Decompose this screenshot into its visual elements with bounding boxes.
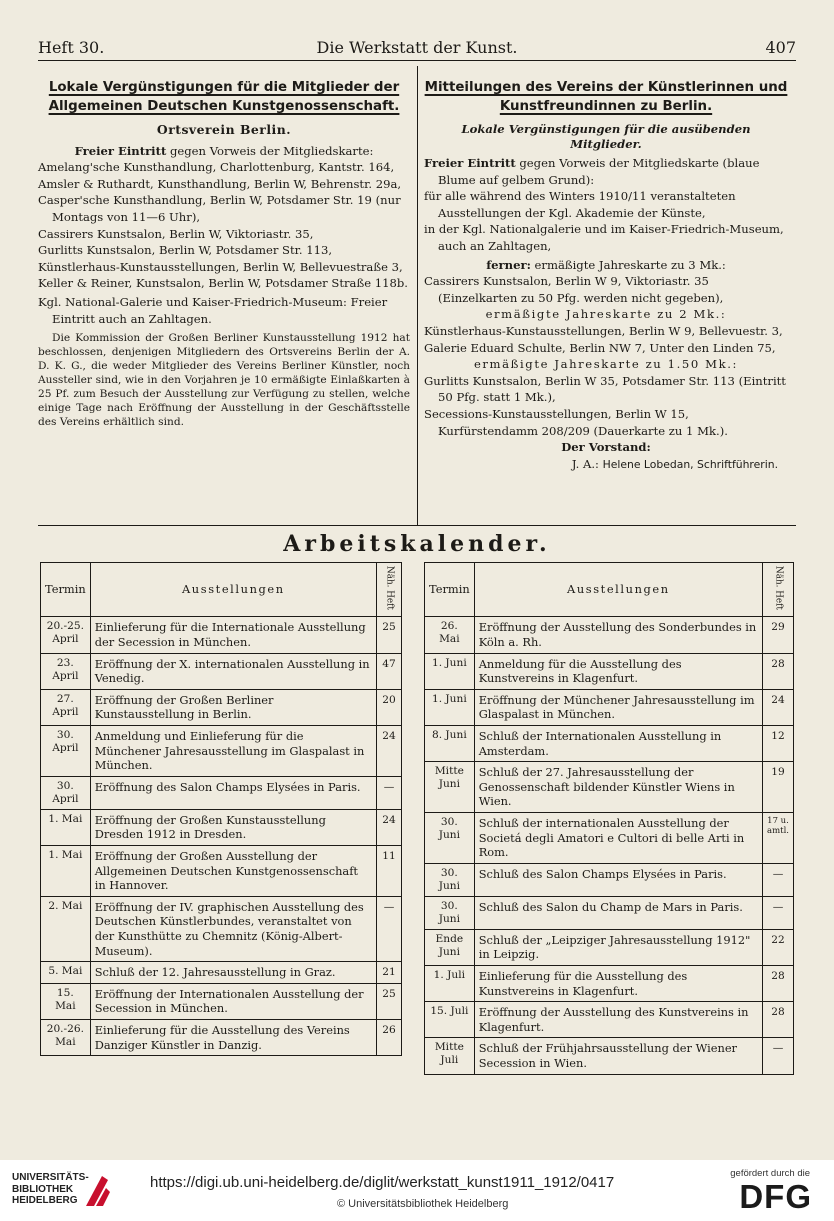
row-date: 30. April	[41, 726, 91, 777]
left-free-entry: Freier Eintritt gegen Vorweis der Mitgliedskarte:	[74, 143, 374, 158]
ferner-line: ferner: ermäßigte Jahreskarte zu 3 Mk.:	[486, 257, 726, 272]
row-date: 5. Mai	[41, 962, 91, 984]
row-ref: 24	[763, 689, 794, 725]
row-ref: —	[763, 1038, 794, 1074]
row-exhibition: Schluß des Salon du Champ de Mars in Paris.	[474, 896, 762, 929]
row-ref: 21	[377, 962, 402, 984]
journal-title: Die Werkstatt der Kunst.	[316, 38, 518, 57]
copyright-text: © Universitätsbibliothek Heidelberg	[337, 1198, 509, 1210]
row-ref: 28	[763, 653, 794, 689]
row-date: 26. Mai	[425, 617, 475, 653]
row-date: 30. Juni	[425, 896, 475, 929]
dealer-entry: Künstlerhaus-Kunstausstellungen, Berlin W, Bellevuestraße 3,	[38, 259, 403, 274]
row-date: 1. Juli	[425, 965, 475, 1001]
row-exhibition: Anmeldung und Einlieferung für die Münchener Jahresausstellung im Glaspalast in München.	[90, 726, 376, 777]
row-exhibition: Schluß des Salon Champs Elysées in Paris.	[474, 863, 762, 896]
sponsor-note: gefördert durch die	[730, 1168, 810, 1179]
header-rule	[38, 60, 796, 61]
dfg-logo[interactable]: DFG	[739, 1178, 812, 1215]
museum-note: Kgl. National-Galerie und Kaiser-Friedrich-Museum: Freier Eintritt auch an Zahltagen.	[38, 294, 388, 326]
row-date: 2. Mai	[41, 896, 91, 961]
row-exhibition: Eröffnung der Münchener Jahresausstellung im Glaspalast in München.	[474, 689, 762, 725]
row-ref: 19	[763, 762, 794, 813]
row-exhibition: Eröffnung der Großen Ausstellung der Allgemeinen Deutschen Kunstgenossenschaft in Hannover.	[90, 846, 376, 897]
items-2mk	[424, 323, 788, 356]
calendar-row	[425, 896, 794, 929]
board-line: Der Vorstand:	[561, 440, 651, 455]
calendar-row	[425, 689, 794, 725]
row-exhibition: Anmeldung für die Ausstellung des Kunstvereins in Klagenfurt.	[474, 653, 762, 689]
right-column	[424, 78, 788, 473]
row-exhibition: Eröffnung des Salon Champs Elysées in Paris.	[90, 776, 376, 809]
dealer-entry: Cassirers Kunstsalon, Berlin W, Viktoriastr. 35,	[38, 226, 314, 241]
row-date: 1. Juni	[425, 653, 475, 689]
library-logo-text: UNIVERSITÄTS- BIBLIOTHEK HEIDELBERG	[12, 1172, 89, 1206]
row-ref: —	[763, 896, 794, 929]
issue-number: Heft 30.	[38, 38, 105, 57]
calendar-row	[425, 965, 794, 1001]
col-header-date: Termin	[41, 563, 91, 617]
row-exhibition: Eröffnung der Großen Berliner Kunstausstellung in Berlin.	[90, 689, 376, 725]
right-title-line2: Kunstfreundinnen zu Berlin.	[499, 99, 713, 114]
running-header	[38, 36, 796, 60]
row-date: 30. April	[41, 776, 91, 809]
calendar-row	[41, 726, 402, 777]
row-date: 15. Mai	[41, 983, 91, 1019]
row-date: 15. Juli	[425, 1002, 475, 1038]
right-free-items	[424, 188, 788, 254]
calendar-title: Arbeitskalender.	[283, 531, 551, 557]
calendar-row	[41, 1019, 402, 1055]
row-date: 27. April	[41, 689, 91, 725]
calendar-row	[425, 813, 794, 864]
row-ref: 29	[763, 617, 794, 653]
heading-150: ermäßigte Jahreskarte zu 1.50 Mk.:	[473, 357, 739, 372]
row-exhibition: Eröffnung der Großen Kunstausstellung Dresden 1912 in Dresden.	[90, 809, 376, 845]
row-exhibition: Eröffnung der Ausstellung des Sonderbundes in Köln a. Rh.	[474, 617, 762, 653]
row-ref: 24	[377, 726, 402, 777]
row-exhibition: Schluß der „Leipziger Jahresausstellung 1912" in Leipzig.	[474, 929, 762, 965]
row-date: 8. Juni	[425, 726, 475, 762]
row-ref: 24	[377, 809, 402, 845]
col-header-exhibitions: Ausstellungen	[90, 563, 376, 617]
row-date: 1. Mai	[41, 809, 91, 845]
row-ref: —	[377, 776, 402, 809]
calendar-row	[425, 617, 794, 653]
section-rule	[38, 525, 796, 526]
calendar-row	[425, 863, 794, 896]
calendar-row	[425, 1002, 794, 1038]
row-ref: 28	[763, 1002, 794, 1038]
calendar-table-right	[424, 562, 794, 1075]
row-ref: 17 u. amtl.	[763, 813, 794, 864]
calendar-row	[425, 653, 794, 689]
row-ref: 20	[377, 689, 402, 725]
signature-line: J. A.: Helene Lobedan, Schriftführerin.	[571, 456, 778, 471]
row-exhibition: Schluß der 27. Jahresausstellung der Genossenschaft bildender Künstler Wiens in Wien.	[474, 762, 762, 813]
calendar-row	[425, 726, 794, 762]
row-ref: 22	[763, 929, 794, 965]
calendar-row	[425, 762, 794, 813]
left-entry-list	[38, 159, 410, 292]
row-exhibition: Einlieferung für die Internationale Ausstellung der Secession in München.	[90, 617, 376, 653]
left-title-line2: Allgemeinen Deutschen Kunstgenossenschaft.	[48, 99, 400, 114]
calendar-row	[41, 689, 402, 725]
row-exhibition: Eröffnung der Internationalen Ausstellung der Secession in München.	[90, 983, 376, 1019]
calendar-row	[41, 846, 402, 897]
row-date: 1. Juni	[425, 689, 475, 725]
left-column	[38, 78, 410, 429]
col-header-exhibitions: Ausstellungen	[474, 563, 762, 617]
row-date: Ende Juni	[425, 929, 475, 965]
col-header-date: Termin	[425, 563, 475, 617]
right-free-entry: Freier Eintritt gegen Vorweis der Mitgliedskarte (blaue Blume auf gelbem Grund):	[424, 156, 760, 187]
row-exhibition: Schluß der 12. Jahresausstellung in Graz.	[90, 962, 376, 984]
row-exhibition: Schluß der Internationalen Ausstellung in Amsterdam.	[474, 726, 762, 762]
library-logo[interactable]	[12, 1172, 89, 1207]
row-date: 30. Juni	[425, 863, 475, 896]
row-ref: 28	[763, 965, 794, 1001]
calendar-table-left	[40, 562, 402, 1056]
row-date: 1. Mai	[41, 846, 91, 897]
row-date: 23. April	[41, 653, 91, 689]
calendar-row	[41, 776, 402, 809]
row-ref: 11	[377, 846, 402, 897]
dealer-entry: Keller & Reiner, Kunstsalon, Berlin W, Potsdamer Straße 118b.	[38, 276, 408, 291]
discount-entry-2mk: Künstlerhaus-Kunstausstellungen, Berlin W 9, Bellevuestr. 3,	[424, 323, 783, 338]
calendar-header-row	[425, 563, 794, 617]
row-date: 20.-25. April	[41, 617, 91, 653]
column-separator	[417, 66, 418, 526]
item-3mk: Cassirers Kunstsalon, Berlin W 9, Viktoriastr. 35 (Einzelkarten zu 50 Pfg. werden nicht gegeben),	[424, 274, 724, 305]
dealer-entry: Amelang'sche Kunsthandlung, Charlottenburg, Kantstr. 164,	[38, 160, 395, 175]
row-exhibition: Einlieferung für die Ausstellung des Kunstvereins in Klagenfurt.	[474, 965, 762, 1001]
row-ref: —	[763, 863, 794, 896]
col-header-ref: Näh. Heft	[377, 563, 402, 617]
calendar-row	[41, 962, 402, 984]
permalink-url[interactable]: https://digi.ub.uni-heidelberg.de/diglit/werkstatt_kunst1911_1912/0417	[150, 1174, 615, 1191]
left-title-line1: Lokale Vergünstigungen für die Mitglieder der	[48, 80, 400, 95]
viewer-footer	[0, 1160, 834, 1221]
calendar-row	[425, 929, 794, 965]
row-date: Mitte Juli	[425, 1038, 475, 1074]
discount-entry-150: Secessions-Kunstausstellungen, Berlin W 15, Kurfürstendamm 208/209 (Dauerkarte zu 1 Mk.).	[424, 406, 728, 438]
row-exhibition: Eröffnung der X. internationalen Ausstellung in Venedig.	[90, 653, 376, 689]
row-date: 20.-26. Mai	[41, 1019, 91, 1055]
free-entry-item: in der Kgl. Nationalgalerie und im Kaiser-Friedrich-Museum, auch an Zahltagen,	[424, 222, 784, 253]
row-exhibition: Eröffnung der Ausstellung des Kunstvereins in Klagenfurt.	[474, 1002, 762, 1038]
row-exhibition: Schluß der Frühjahrsausstellung der Wiener Secession in Wien.	[474, 1038, 762, 1074]
calendar-header-row	[41, 563, 402, 617]
row-exhibition: Schluß der internationalen Ausstellung der Societá degli Amatori e Cultori di belle Arti in Rom.	[474, 813, 762, 864]
row-ref: 47	[377, 653, 402, 689]
row-date: Mitte Juni	[425, 762, 475, 813]
free-entry-item: für alle während des Winters 1910/11 veranstalteten Ausstellungen der Kgl. Akademie der Künste,	[424, 189, 736, 220]
discount-entry-2mk: Galerie Eduard Schulte, Berlin NW 7, Unter den Linden 75,	[424, 340, 776, 355]
page-number: 407	[765, 38, 796, 57]
row-exhibition: Eröffnung der IV. graphischen Ausstellung des Deutschen Künstlerbundes, veranstaltet von der Kunsthütte zu Chemnitz (König-Albert-Museum).	[90, 896, 376, 961]
discount-entry-150: Gurlitts Kunstsalon, Berlin W 35, Potsdamer Str. 113 (Eintritt 50 Pfg. statt 1 Mk.),	[424, 373, 786, 405]
row-ref: 26	[377, 1019, 402, 1055]
calendar-row	[41, 617, 402, 653]
calendar-row	[41, 809, 402, 845]
calendar-row	[41, 653, 402, 689]
dealer-entry: Amsler & Ruthardt, Kunsthandlung, Berlin W, Behrenstr. 29a,	[38, 176, 402, 191]
row-ref: 25	[377, 983, 402, 1019]
dealer-entry: Casper'sche Kunsthandlung, Berlin W, Potsdamer Str. 19 (nur Montags von 11—6 Uhr),	[38, 193, 401, 224]
right-subtitle: Lokale Vergünstigungen für die ausübenden Mitglieder.	[461, 122, 751, 151]
row-ref: 12	[763, 726, 794, 762]
calendar-row	[41, 896, 402, 961]
items-150	[424, 373, 788, 439]
dealer-entry: Gurlitts Kunstsalon, Berlin W, Potsdamer Str. 113,	[38, 243, 333, 258]
commission-note: Die Kommission der Großen Berliner Kunstausstellung 1912 hat beschlossen, denjenigen Mitgliedern des Ortsvereins Berlin der A. D. K. G., die weder Mitglieder des Vereins Berliner Künstler, noch Aussteller sind, wie in den Vorjahren je 10 ermäßigte Einlaßkarten à 25 Pf. zum Besuch der Ausstellung zur Verfügung zu stellen, welche einige Tage nach Eröffnung der Ausstellung in der Geschäftsstelle des Vereins erhältlich sind.	[38, 332, 410, 429]
heading-2mk: ermäßigte Jahreskarte zu 2 Mk.:	[485, 307, 727, 322]
library-emblem-icon	[80, 1172, 114, 1208]
row-ref: 25	[377, 617, 402, 653]
row-ref: —	[377, 896, 402, 961]
right-title-line1: Mitteilungen des Vereins der Künstlerinnen und	[424, 80, 788, 95]
row-date: 30. Juni	[425, 813, 475, 864]
left-subtitle: Ortsverein Berlin.	[156, 122, 292, 137]
row-exhibition: Einlieferung für die Ausstellung des Vereins Danziger Künstler in Danzig.	[90, 1019, 376, 1055]
calendar-row	[425, 1038, 794, 1074]
calendar-row	[41, 983, 402, 1019]
col-header-ref: Näh. Heft	[763, 563, 794, 617]
